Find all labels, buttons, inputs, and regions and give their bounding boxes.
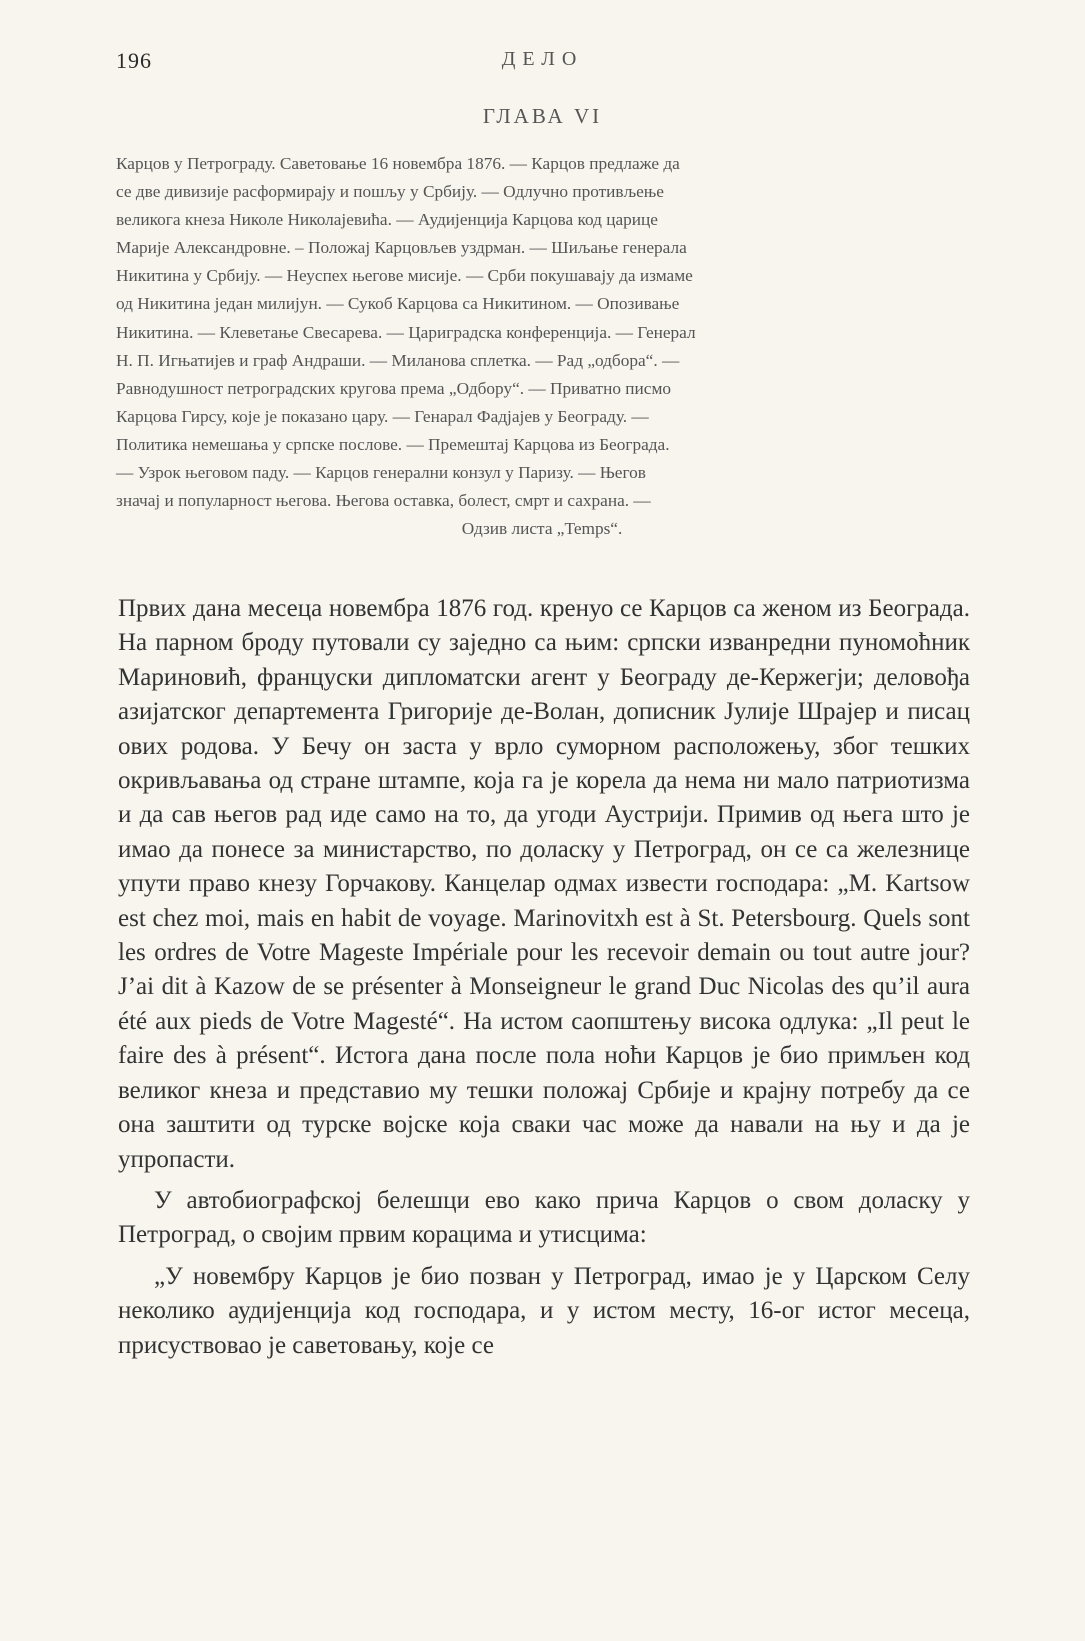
summary-line: Равнодушност петроградских кругова према „Одбору“. — Приватно писмо: [116, 378, 672, 398]
summary-line: Н. П. Игњатијев и граф Андраши. — Миланова сплетка. — Рад „одбора“. —: [116, 350, 680, 370]
summary-line: значај и популарност његова. Његова оставка, болест, смрт и сахрана. —: [116, 491, 651, 511]
summary-line: од Никитина један милијун. — Сукоб Карцова са Никитином. — Опозивање: [116, 294, 680, 314]
summary-line: се две дивизије расформирају и пошљу у Србију. — Одлучно противљење: [116, 182, 664, 202]
summary-line: Никитина. — Клеветање Свесарева. — Цариградска конференција. — Генерал: [116, 322, 696, 342]
paragraph: „У новембру Карцов је био позван у Петроград, имао је у Царском Селу неколико аудијенција код господара, и у истом месту, 16-ог истог месеца, присуствовао је саветовању, које се: [118, 1262, 970, 1359]
paragraph: У автобиографској белешци ево како прича Карцов о свом доласку у Петроград, о својим првим корацима и утисцима:: [118, 1186, 970, 1249]
paragraph: Првих дана месеца новембра 1876 год. кренуо се Карцов са женом из Београда. На парном броду путовали су заједно са њим: српски изванредни пуномоћник Мариновић, француски дипломатски агент у Београду де-Кержегји; деловођа азијатског департемента Григорије де-Волан, дописник Јулије Шрајер и писац ових родова. У Бечу он заста у врло суморном расположењу, због тешких окривљавања од стране штампе, која га је корела да нема ни мало патриотизма и да сав његов рад иде само на то, да угоди Аустрији. Примив од њега што је имао да понесе за министарство, по доласку у Петроград, он се са железнице упути право кнезу Горчакову. Канцелар одмах извести господара: „M. Kartsow est chez moi, mais en habit de voyage. Marinovitxh est à St. Petersbourg. Quels sont les ordres de Votre Mageste Impériale pour les recevoir demain ou tout autre jour? J’ai dit à Kazow de se présenter à Monseigneur le grand Duc Nicolas des qu’il aura été aux pieds de Votre Magesté“. На истом саопштењу висока одлука: „Il peut le faire des à présent“. Истога дана после пола ноћи Карцов је био примљен код великог кнеза и представио му тешки положај Србије и крајну потребу да се она заштити од турске војске која сваки час може да навали на њу и да је упропасти.: [118, 595, 970, 1173]
page-number: 196: [116, 48, 152, 73]
summary-line: — Узрок његовом паду. — Карцов генерални конзул у Паризу. — Његов: [116, 463, 646, 483]
summary-line: Никитина у Србију. — Неуспех његове мисије. — Срби покушавају да измаме: [116, 266, 693, 286]
summary-line: Одзив листа „Temps“.: [461, 519, 623, 539]
summary-line: Марије Александровне. – Положај Карцовљев уздрман. — Шиљање генерала: [116, 238, 687, 258]
page-header: [116, 48, 969, 78]
chapter-title: ГЛАВА VI: [482, 104, 603, 128]
running-title: ДЕЛО: [501, 48, 584, 70]
summary-line: Политика немешања у српске послове. — Премештај Карцова из Београда.: [116, 434, 670, 454]
body-text: [118, 592, 970, 1363]
summary-line: великога кнеза Николе Николајевића. — Аудијенција Карцова код царице: [116, 210, 658, 230]
summary-line: Карцова Гирсу, које је показано цару. — Генарал Фадјајев у Београду. —: [116, 406, 649, 426]
summary-line: Карцов у Петрограду. Саветовање 16 новембра 1876. — Карцов предлаже да: [116, 154, 680, 173]
chapter-summary: [116, 150, 968, 543]
